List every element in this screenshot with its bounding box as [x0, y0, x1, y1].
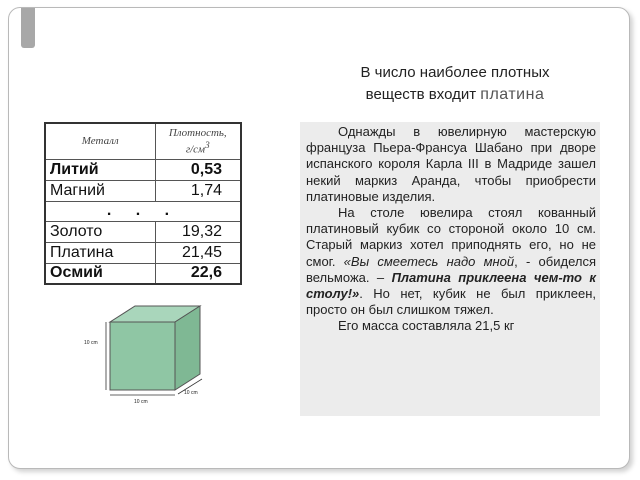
slide-title	[320, 62, 590, 106]
cell-density: 1,74	[155, 180, 241, 201]
p2-part-a: На столе ювелира стоял кованный платиновый кубик со стороной около 10 см. Старый маркиз хотел приподнять его, но не смог.	[306, 205, 596, 269]
label-depth: 10 cm	[184, 390, 198, 396]
table-row	[45, 159, 241, 180]
cell-density: 0,53	[155, 159, 241, 180]
title-line-2	[320, 84, 590, 106]
story-paragraph-2	[306, 205, 596, 318]
p2-quote-1: «Вы смеетесь надо мной	[343, 253, 515, 269]
p2-part-c: . Но нет, кубик не был приклеен, просто он был слишком тяжел.	[306, 286, 596, 318]
cube-illustration	[80, 300, 230, 410]
cube-front-face	[110, 322, 175, 390]
cell-density: 21,45	[155, 242, 241, 263]
table-row	[45, 242, 241, 263]
header-density-unit: г/см	[185, 143, 206, 156]
title-line-1: В число наиболее плотных	[360, 64, 550, 81]
story-text-box	[300, 122, 600, 416]
cell-density: 19,32	[155, 221, 241, 242]
table-ellipsis-row	[45, 201, 241, 221]
label-height: 10 cm	[84, 340, 98, 346]
table-header-row	[45, 123, 241, 159]
story-paragraph-1: Однажды в ювелирную мастерскую француза Пьера-Франсуа Шабано при дворе испанского короля Карла III в Мадриде зашел некий маркиз Аранда, чтобы приобрести платиновые изделия.	[306, 124, 596, 204]
cell-metal: Платина	[45, 242, 155, 263]
cell-metal: Осмий	[45, 263, 155, 284]
header-density	[155, 123, 241, 159]
cell-metal: Золото	[45, 221, 155, 242]
slide-corner-tab	[21, 8, 35, 48]
table-row	[45, 221, 241, 242]
story-paragraph-3: Его масса составляла 21,5 кг	[338, 318, 515, 334]
header-density-label: Плотность,	[168, 126, 227, 139]
table-row	[45, 263, 241, 284]
p2-part-b: , - обиделся вельможа. –	[306, 253, 596, 285]
p2-quote-2: Платина приклеена чем-то к столу!»	[306, 269, 596, 302]
cell-metal: Магний	[45, 180, 155, 201]
header-density-sup: 3	[205, 139, 210, 150]
cell-metal: Литий	[45, 159, 155, 180]
label-front: 10 cm	[134, 399, 148, 405]
title-line-2-prefix: веществ входит	[365, 86, 481, 103]
cell-density: 22,6	[155, 263, 241, 284]
title-accent-word: платина	[480, 86, 545, 103]
table-row	[45, 180, 241, 201]
header-metal: Металл	[45, 123, 155, 159]
density-table	[44, 122, 242, 285]
ellipsis-cell: . . .	[45, 201, 241, 221]
